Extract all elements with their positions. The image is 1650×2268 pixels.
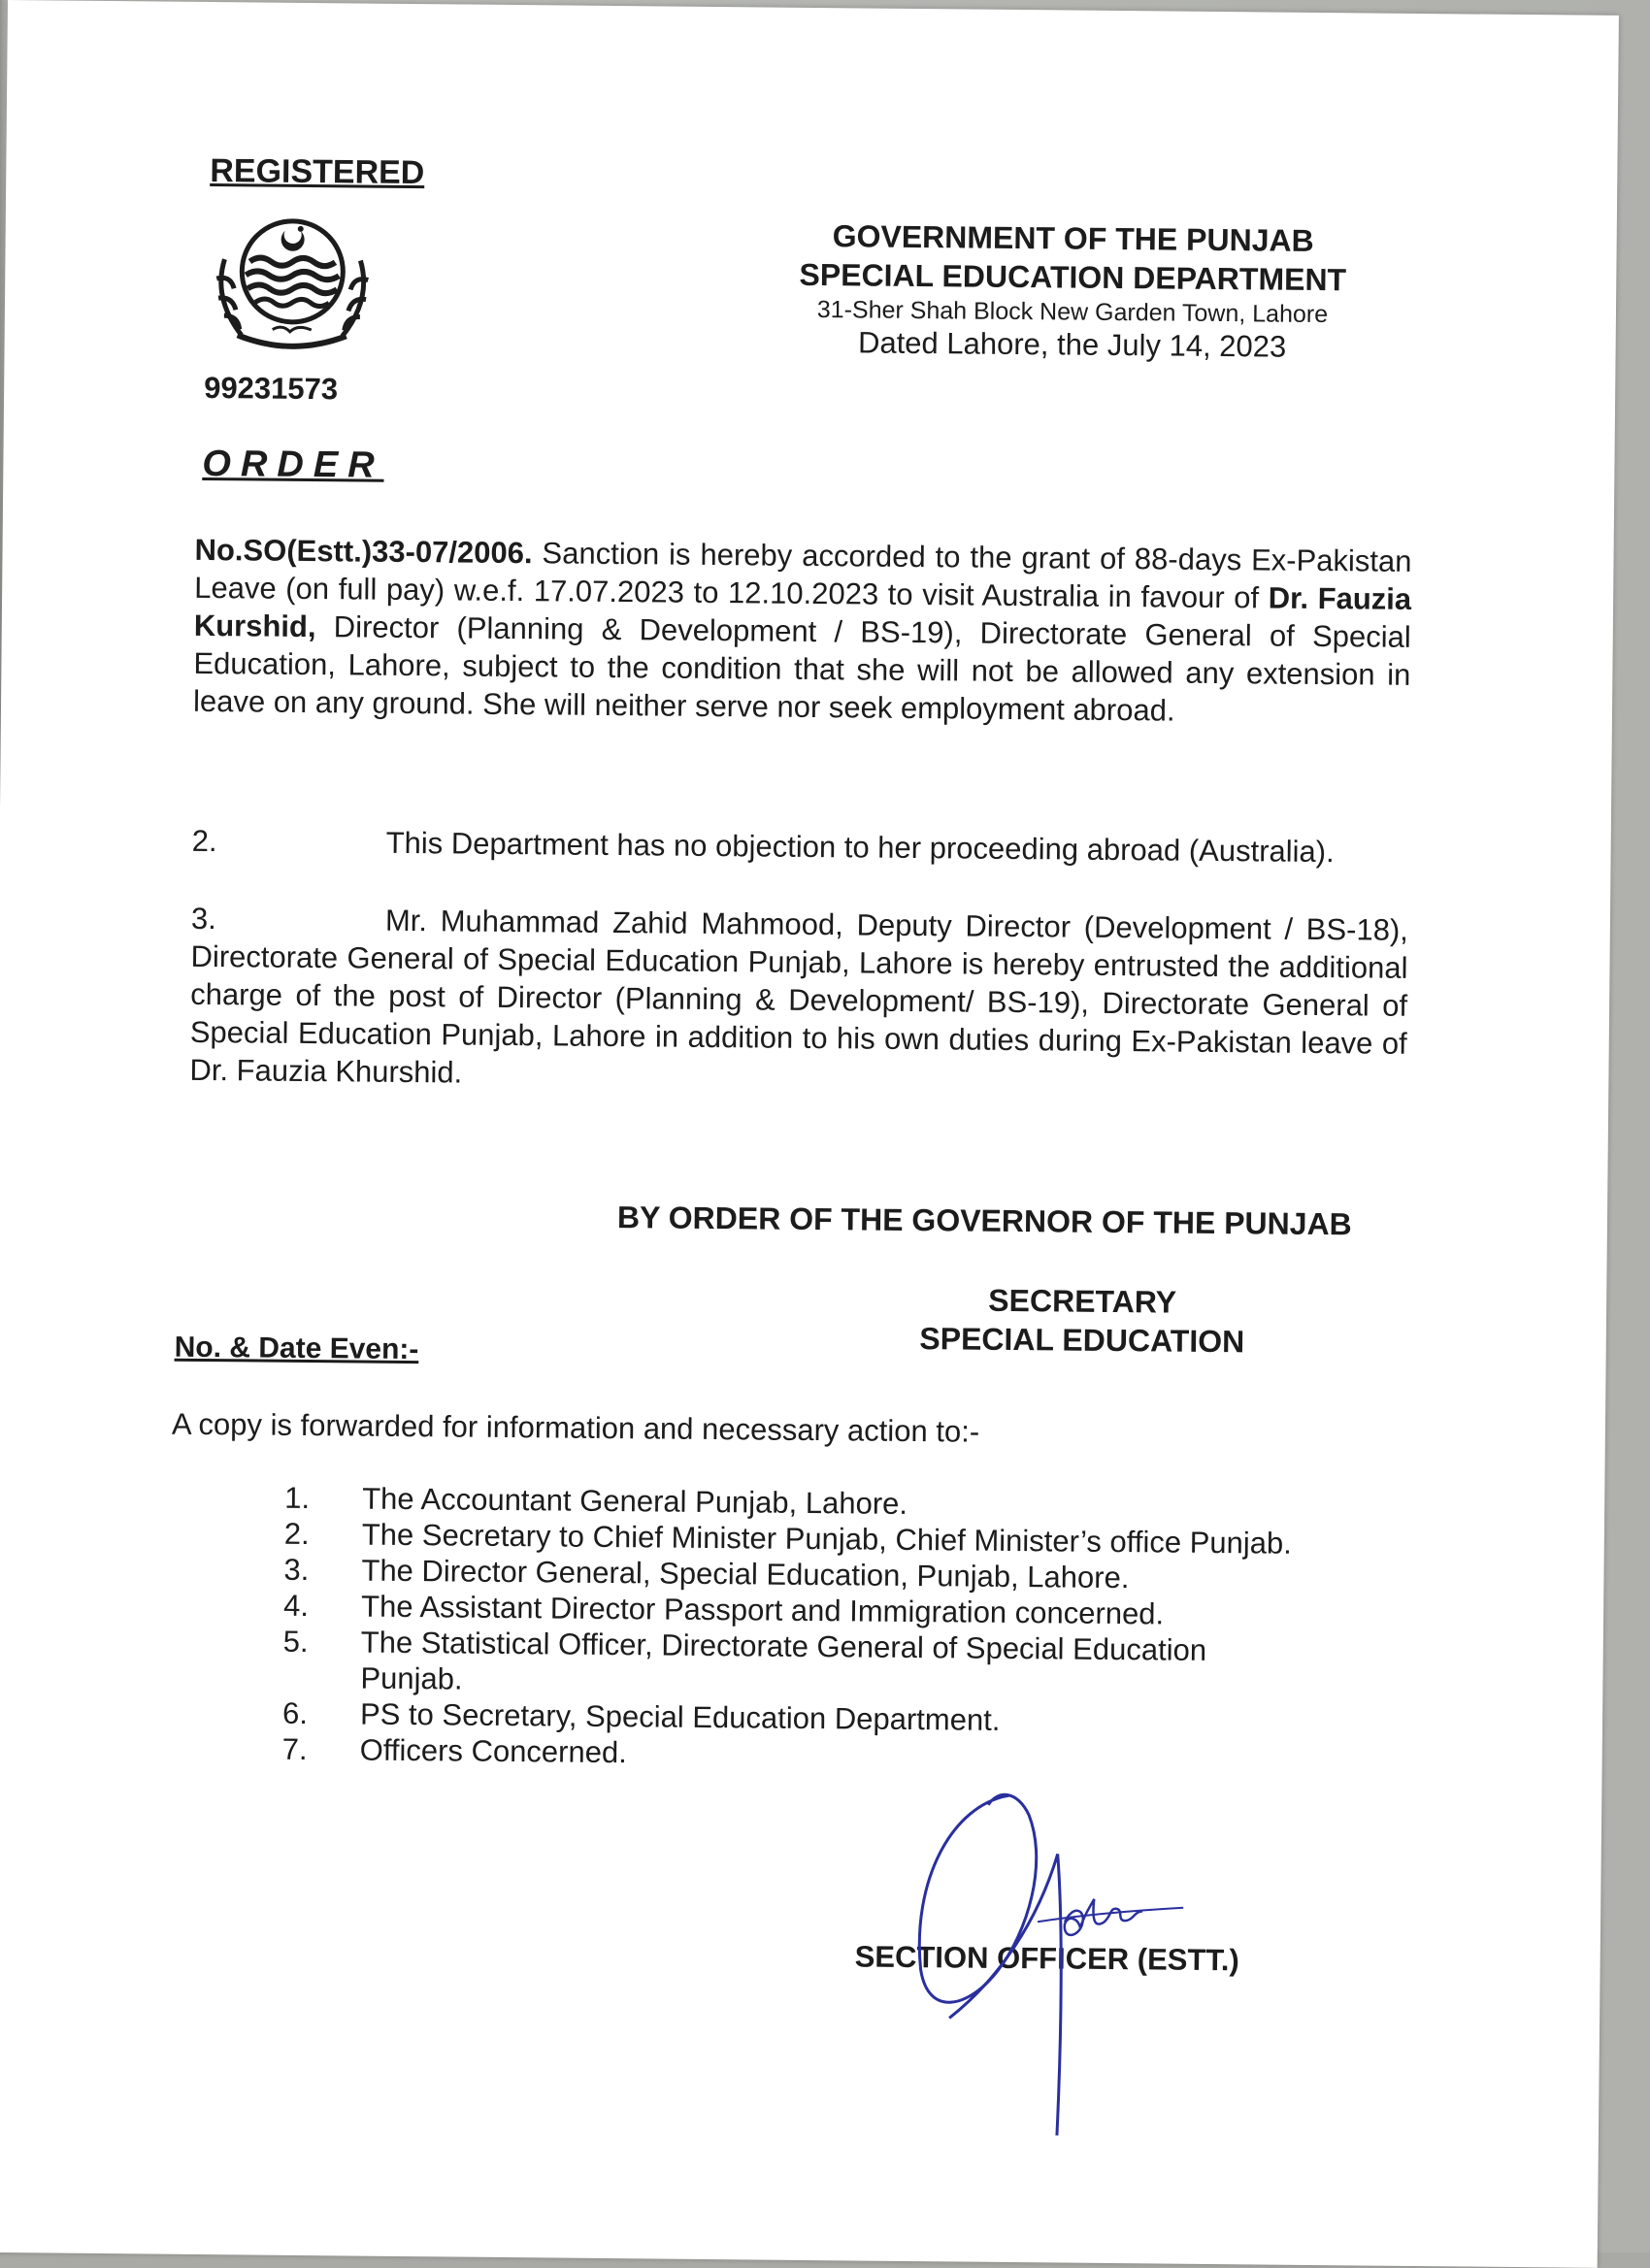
list-item-number: 2. — [283, 1516, 310, 1552]
list-item-text: PS to Secretary, Special Education Department. — [359, 1696, 1001, 1737]
list-item-number: 1. — [284, 1480, 311, 1516]
order-paragraph-3-text: Mr. Muhammad Zahid Mahmood, Deputy Director (Development / BS-18), Directorate General of Special Education Punjab, Lahore is hereby entrusted the additional charge of the post of Director (Planning & Development/ BS-19), Directorate General of Special Education Punjab, Lahore in addition to his own duties during Ex-Pakistan leave of Dr. Fauzia Khurshid. — [189, 903, 1409, 1090]
list-item-number: 6. — [281, 1695, 309, 1731]
department-header — [771, 216, 1373, 366]
list-item-text: Officers Concerned. — [359, 1732, 627, 1770]
list-item-number: 4. — [282, 1588, 310, 1624]
order-paragraph-1-text-b: Director (Planning & Development / BS-19), Directorate General of Special Education, Lahore, subject to the condition that she will not be allowed any extension in leave on any ground. She will neither serve nor seek employment abroad. — [192, 609, 1411, 728]
department-address: 31-Sher Shah Block New Garden Town, Lahore — [816, 296, 1329, 329]
list-item-number: 3. — [283, 1552, 310, 1588]
order-reference: No.SO(Estt.)33-07/2006. — [194, 532, 533, 571]
handwritten-signature-icon — [890, 1775, 1224, 2147]
order-paragraph-2-text: This Department has no objection to her proceeding abroad (Australia). — [385, 825, 1335, 870]
document-number: 99231573 — [204, 370, 339, 407]
list-item-number: 5. — [282, 1624, 309, 1660]
order-paragraph-1 — [193, 531, 1412, 732]
registered-label: REGISTERED — [210, 152, 425, 192]
no-and-date-heading: No. & Date Even:- — [174, 1331, 419, 1366]
list-item-text: The Secretary to Chief Minister Punjab, Chief Minister’s office Punjab. — [361, 1517, 1292, 1561]
paragraph-number: 3. — [190, 901, 216, 937]
order-date: Dated Lahore, the July 14, 2023 — [857, 325, 1287, 364]
department-title: SPECIAL EDUCATION DEPARTMENT — [799, 256, 1347, 298]
order-title: ORDER — [202, 443, 384, 486]
list-item-text: The Director General, Special Education, Punjab, Lahore. — [361, 1553, 1130, 1595]
order-paragraph-1-text-a: Sanction is hereby accorded to the grant of 88-days Ex-Pakistan Leave (on full pay) w.e.f. 17.07.2023 to 12.10.2023 to visit Australia in favour of — [194, 536, 1412, 615]
list-item — [282, 1624, 1351, 1706]
order-paragraph-2 — [192, 822, 1409, 871]
list-item-text: The Accountant General Punjab, Lahore. — [362, 1481, 908, 1521]
secretary-block — [810, 1279, 1355, 1362]
section-officer-title: SECTION OFFICER (ESTT.) — [854, 1939, 1239, 1978]
list-item-number: 7. — [281, 1731, 308, 1767]
punjab-government-emblem-icon — [194, 201, 390, 358]
copy-forwarded-intro: A copy is forwarded for information and necessary action to:- — [171, 1406, 980, 1449]
secretary-department: SPECIAL EDUCATION — [919, 1321, 1245, 1360]
government-title: GOVERNMENT OF THE PUNJAB — [832, 218, 1314, 258]
paragraph-number: 2. — [191, 823, 217, 859]
distribution-list — [282, 1480, 1353, 1778]
order-paragraph-3 — [189, 900, 1408, 1101]
list-item-text: The Statistical Officer, Directorate General of Special Education Punjab. — [360, 1625, 1207, 1696]
by-order-line: BY ORDER OF THE GOVERNOR OF THE PUNJAB — [616, 1200, 1352, 1242]
secretary-title: SECRETARY — [988, 1282, 1177, 1320]
list-item-text: The Assistant Director Passport and Immigration concerned. — [360, 1589, 1165, 1631]
officer-name: Dr. Fauzia Kurshid, — [193, 580, 1412, 644]
